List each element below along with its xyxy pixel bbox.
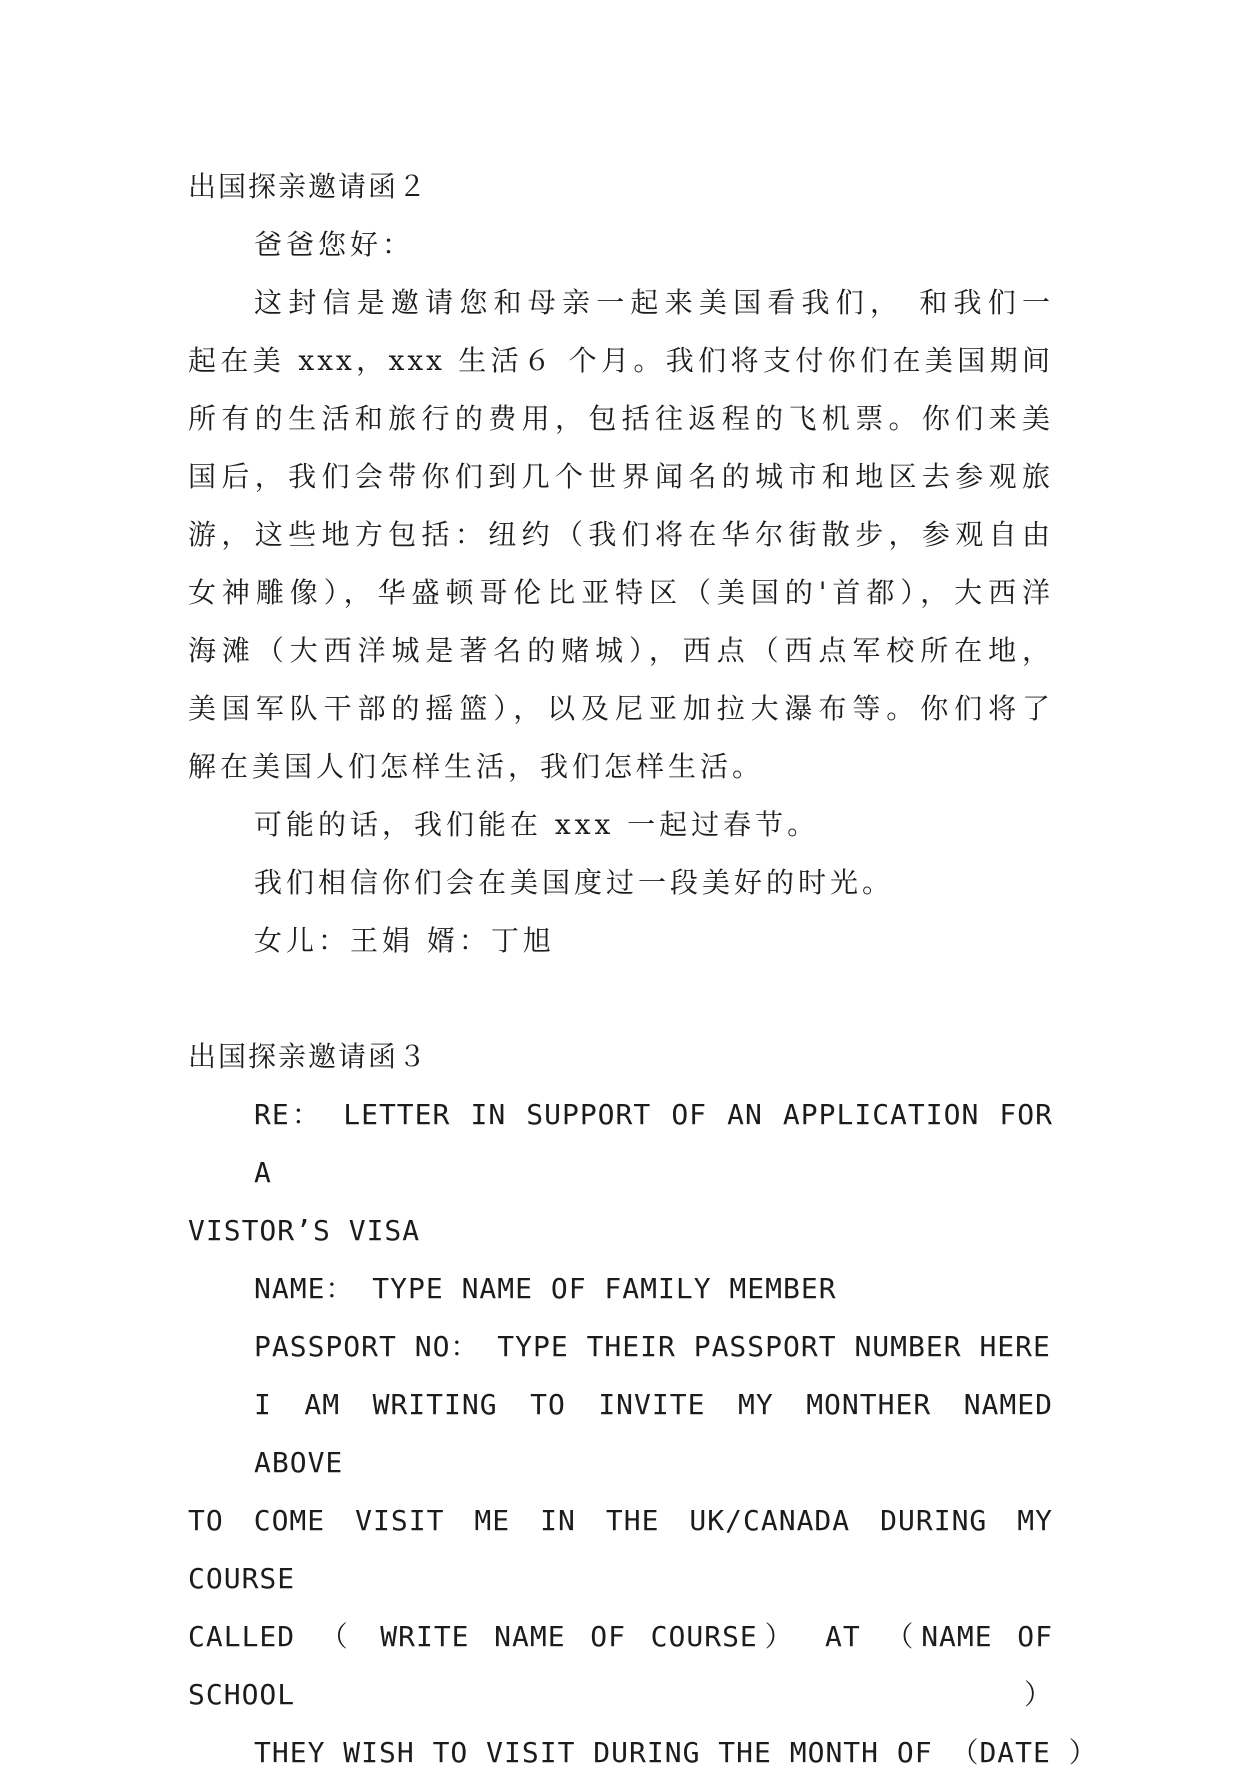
letter2-body-line: 解在美国人们怎样生活，我们怎样生活。 — [188, 750, 765, 783]
letter2-title: 出国探亲邀请函２ — [188, 170, 429, 203]
letter2-body-line: 国后，我们会带你们到几个世界闻名的城市和地区去参观旅 — [188, 460, 1053, 493]
letter3-re-line: RE： LETTER IN SUPPORT OF AN APPLICATION FOR A — [254, 1098, 1053, 1189]
letter2-paragraph: 我们相信你们会在美国度过一段美好的时光。 — [254, 866, 895, 899]
letter3-body-line: CALLED （ WRITE NAME OF COURSE） AT （NAME OF SCHOOL） — [188, 1620, 1053, 1711]
letter2-body-line: 起在美 xxx，xxx 生活６ 个月。我们将支付你们在美国期间 — [188, 344, 1053, 377]
letter2-body-line: 所有的生活和旅行的费用，包括往返程的飞机票。你们来美 — [188, 402, 1053, 435]
letter2-paragraph: 可能的话，我们能在 xxx 一起过春节。 — [254, 808, 820, 841]
section-spacer — [188, 970, 1053, 1028]
letter3-body-line: I AM WRITING TO INVITE MY MONTHER NAMED ABOVE — [254, 1388, 1053, 1479]
letter3-re-line: VISTOR’S VISA — [188, 1214, 421, 1247]
letter3-visit-line: THEY WISH TO VISIT DURING THE MONTH OF （DATE ） — [254, 1736, 1098, 1769]
letter2-signature: 女儿：王娟 婿：丁旭 — [254, 924, 555, 957]
letter3-title: 出国探亲邀请函３ — [188, 1040, 429, 1073]
letter3-name-line: NAME： TYPE NAME OF FAMILY MEMBER — [254, 1272, 837, 1305]
letter2-body-line: 女神雕像），华盛顿哥伦比亚特区（美国的'首都），大西洋 — [188, 576, 1053, 609]
letter2-body-line: 海滩（大西洋城是著名的赌城），西点（西点军校所在地， — [188, 634, 1053, 667]
letter2-body-line: 这封信是邀请您和母亲一起来美国看我们， 和我们一 — [254, 286, 1053, 319]
document-content — [188, 158, 1098, 1782]
letter2-body — [188, 274, 1053, 796]
letter3-body-line: TO COME VISIT ME IN THE UK/CANADA DURING MY COURSE — [188, 1504, 1053, 1595]
letter3-passport-line: PASSPORT NO： TYPE THEIR PASSPORT NUMBER HERE — [254, 1330, 1051, 1363]
letter2-body-line: 美国军队干部的摇篮），以及尼亚加拉大瀑布等。你们将了 — [188, 692, 1053, 725]
letter2-greeting: 爸爸您好： — [254, 228, 415, 261]
letter2-body-line: 游，这些地方包括：纽约（我们将在华尔街散步，参观自由 — [188, 518, 1053, 551]
